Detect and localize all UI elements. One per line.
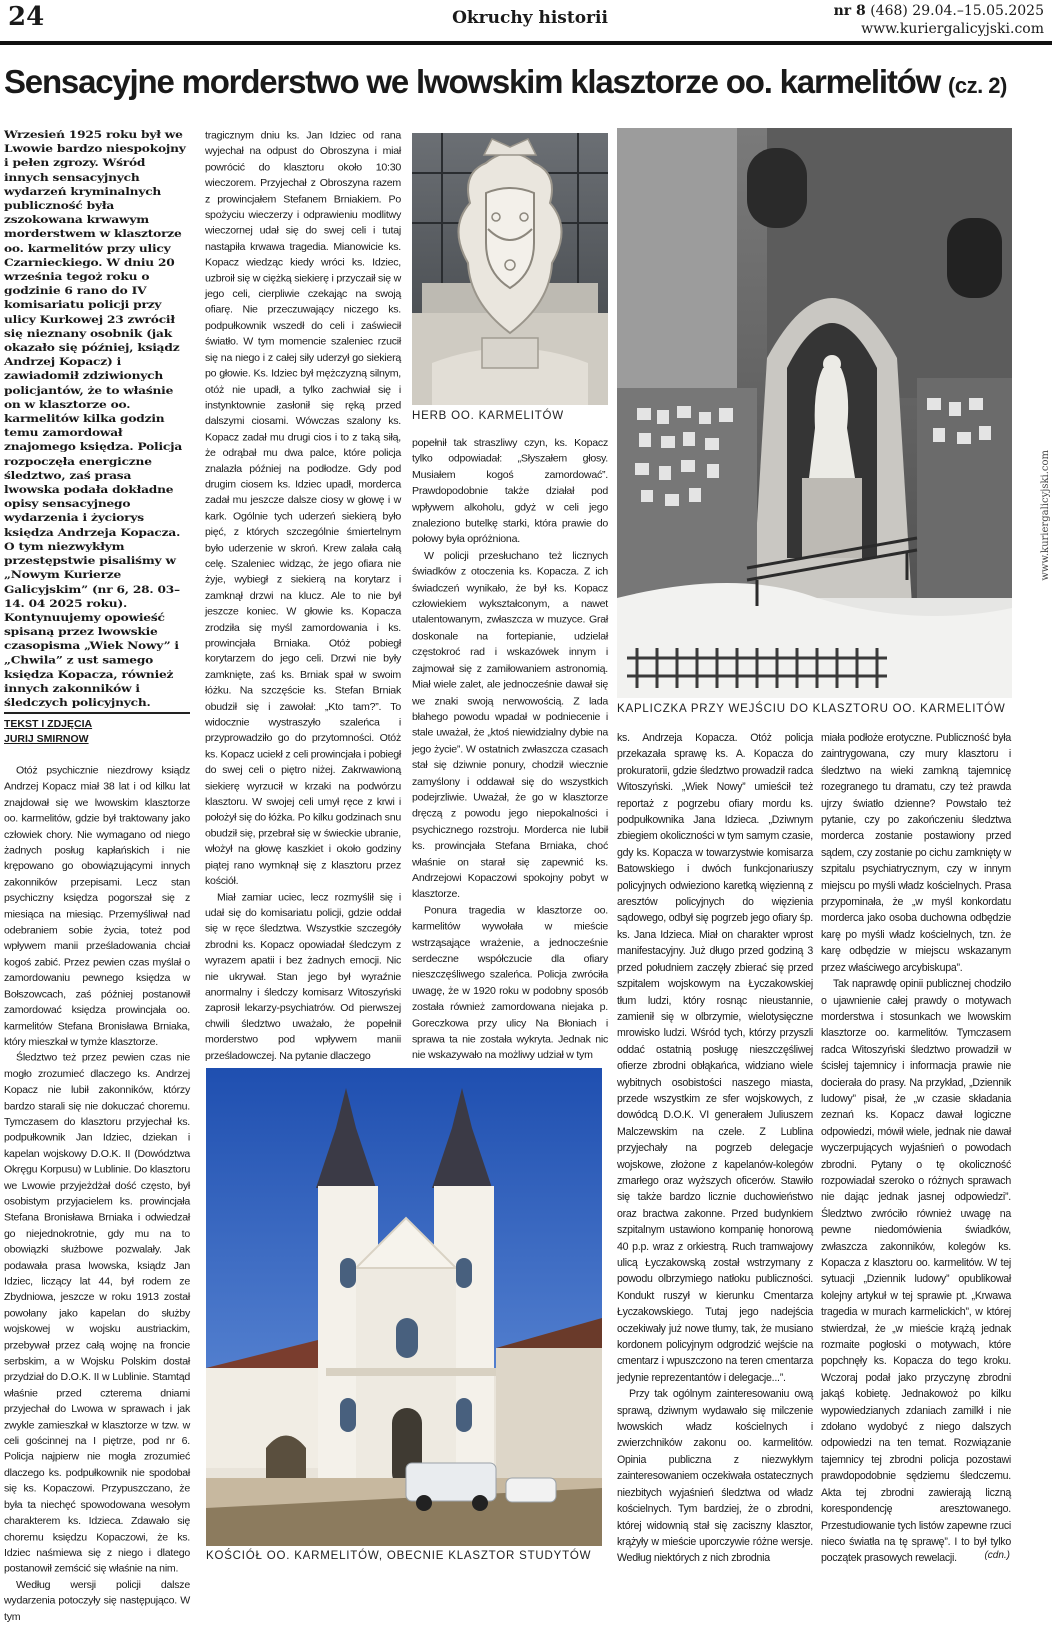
paragraph: Miał zamiar uciec, lecz rozmyślił się i udał się do komisariatu policji, gdzie oddał się w ręce śledztwa. Wszystkie szczegóły zbrodni ks. Kopacz opowiadał śledczym z wyrazem apatii i bez żadnych emocji. Nic nie ukrywał. Stan jego był wyraźnie anormalny i śledczy komisarz Witoszyński zaprosił lekarzy-psychiatrów. Od pierwszej chwili śledztwo uważało, że popełnił morderstwo pod wpływem manii prześladowczej. Na pytanie dlaczego bbox=[205, 891, 401, 1062]
issue-info bbox=[834, 2, 1044, 38]
chapel-photo bbox=[617, 128, 1012, 698]
church-caption: KOŚCIÓŁ OO. KARMELITÓW, OBECNIE KLASZTOR STUDYTÓW bbox=[206, 1550, 592, 1562]
herb-caption: HERB OO. KARMELITÓW bbox=[412, 410, 564, 422]
text-column-4 bbox=[617, 730, 813, 1567]
paragraph: ks. Andrzeja Kopacza. Otóż policja przekazała sprawę ks. A. Kopacza do prokuratorii, gdzie śledztwo prowadził radca Witoszyński. „Wiek Nowy” umieścił też reportaż z pogrzebu ofiary mordu ks. podpułkownika Jana Idzieca. „Dziwnym zbiegiem okoliczności w tym samym czasie, gdy ks. Kopacza w towarzystwie komisarza Batowskiego i dwóch funkcjonariuszy policyjnych odwieziono karetką więzienną z aresztów policyjnych do więzienia sądowego, odbył się pogrzeb jego ofiary śp. ks. Jana Idzieca. Miał on charakter wprost manifestacyjny. Już długo przed godziną 3 przed południem zaczęły zbierać się przed szpitalem wojskowym na Łyczakowskiej tłum ludzi, który rosnąc nieustannie, zamienił się w olbrzymie, wielotysięczne mrowisko ludzi. Wśród tych, którzy przyszli oddać ostatnią posługę nieszczęśliwej ofierze zbrodni obłąkańca, widziano wiele wybitnych osobistości naszego miasta, przede wszystkim ze sfer wojskowych, z dowódcą D.O.K. VI generałem Juliuszem Malczewskim na czele. Z Lublina przyjechały na pogrzeb delegacje wojskowe, złożone z kapelanów-kolegów zmarłego oraz wyższych oficerów. Stawiło się także bardzo licznie duchowieństwo oraz bractwa zakonne. Przed budynkiem szpitalnym ustawiono kompanię honorową 40 p.p. wraz z orkiestrą. Ruch tramwajowy ulicą Łyczakowską został wstrzymany z powodu olbrzymiego natłoku publiczności. Kondukt ruszył w kierunku Cmentarza Łyczakowskiego. Tutaj jego nadejścia oczekiwały już nowe tłumy, tak, że musiano kordonem policyjnym odgrodzić wejście na cmentarz i wpuszczono na teren cmentarza jedynie reprezentantów i delegacje...”. bbox=[617, 732, 813, 1384]
paragraph: W policji przesłuchano też licznych świadków z otoczenia ks. Kopacza. Z ich świadczeń wynikało, że był ks. Kopacz człowiekiem wykształconym, a nawet utalentowanym, zwłaszcza w muzyce. Grał doskonale na fortepianie, udzielał częstokroć rad i wskazówek innym i zajmował się z zamiłowaniem astronomią. Miał wiele zalet, ale jednocześnie dawał się we znaki swoją nerwowością. Z lada błahego powodu wpadał w podniecenie i stale uważał, że „ktoś niewidzialny dybie na jego życie”. W ostatnich zwłaszcza czasach stał się dziwnie ponury, chodził wiecznie zamyślony i oddawał się do wszystkich podejrzliwie. Uważał, że go w klasztorze dręczą z powodu jego niepokalności i psychicznego rozstroju. Morderca nie lubił ks. prowincjała Stefana Brniaka, choć właśnie on starał się zapewnić ks. Andrzejowi Kopaczowi spokojny pobyt w klasztorze. bbox=[412, 549, 608, 901]
side-url: www.kuriergalicyjski.com bbox=[1040, 450, 1051, 581]
website-link[interactable]: www.kuriergalicyjski.com bbox=[861, 21, 1044, 37]
header-divider bbox=[0, 41, 1052, 45]
paragraph: Śledztwo też przez pewien czas nie mogło zrozumieć dlaczego ks. Andrzej Kopacz nie lubił zakonników, którzy bardzo starali się nie dokuczać choremu. Tymczasem do klasztoru przyjechał ks. podpułkownik Jan Idziec, dziekan i kapelan wojskowy D.O.K. II (Dowództwa Okręgu Korpusu) w Lublinie. Do klasztoru we Lwowie przyjeżdżał dość często, był osobistym przyjacielem ks. prowincjała Stefana Bronisława Brniaka i odwiedzał go niejednokrotnie, gdy mu na to obowiązki służbowe pozwalały. Jak podawała prasa lwowska, ksiądz Jan Idziec, liczący lat 44, był rodem ze Zbydniowa, jeszcze w roku 1913 został powołany jako kapelan do służby wojskowej w wojsku austriackim, przebywał przez całą wojnę na froncie serbskim, a w Wojsku Polskim dostał przydział do D.O.K. II w Lublinie. Stamtąd właśnie przed czterema dniami przyjechał do Lwowa w sprawach i jak zwykle zamieszkał w klasztorze w tzw. w celi gościnnej na I piętrze, pod nr 6. Policja najpierw nie mogła zrozumieć dlaczego ks. podpułkownik nie spodobał się ks. Kopaczowi. Przypuszczano, że była ta niechęć spowodowana wesołym charakterem ks. Idzieca. Zdawało się choremu księdzu Kopaczowi, że ks. Idziec naśmiewa się z niego i dlatego postanowił zemścić się właśnie na nim. bbox=[4, 1052, 190, 1575]
paragraph: Ponura tragedia w klasztorze oo. karmelitów wywołała w mieście wstrząsające wrażenie, a jednocześnie serdeczne współczucie dla ofiary nieszczęśliwego szaleńca. Policja zwróciła uwagę, że w 1920 roku w podobny sposób została również zamordowana niejaka p. Goreczkowa przy ulicy Na Błoniach i sprawa ta nie została wykryta. Jednak nic nie wskazywało na możliwy udział w tym bbox=[412, 904, 608, 1062]
page-number: 24 bbox=[8, 2, 45, 32]
headline-part: (cz. 2) bbox=[948, 73, 1007, 98]
section-title: Okruchy historii bbox=[452, 8, 608, 28]
headline-title: Sensacyjne morderstwo we lwowskim klasztorze oo. karmelitów bbox=[4, 63, 941, 100]
text-column-2 bbox=[205, 128, 401, 1064]
text-column-1 bbox=[4, 763, 190, 1625]
paragraph: Tak naprawdę opinii publicznej chodziło o ujawnienie całej prawdy o motywach morderstwa i stosunkach we lwowskim klasztorze oo. karmelitów. Tymczasem radca Witoszyński śledztwo prowadził w ścisłej tajemnicy i informacja prawie nie docierała do prasy. Na przykład, „Dziennik ludowy” pisał, że „w czasie składania zeznań ks. Kopacz dawał logiczne odpowiedzi, mówił wiele, jednak nie dawał wyczerpujących wyjaśnień o powodach zbrodni. Pytany o tę okoliczność rozpowiadał szeroko o różnych sprawach nie dając jednak jasnej odpowiedzi”. Śledztwo zwróciło również uwagę na pewne niedomówienia świadków, zwłaszcza zakonników, kolegów ks. Kopacza z klasztoru oo. karmelitów. W tej sytuacji „Dziennik ludowy” opublikował kolejny artykuł w tej sprawie pt. „Krwawa tragedia w murach karmelickich”, w której stwierdzał, że „w mieście krążą jednak rozmaite pogłoski o motywach, które popchnęły ks. Kopacza do tego kroku. Wczoraj podał jako przyczynę zbrodni jakąś kobietę. Jednakowoż po kilku wypowiedzianych zdaniach zamilkł i nie zdołano wydobyć z niego dalszych odpowiedzi na ten temat. Rozwiązanie tajemnicy tej zbrodni policja pozostawi prawdopodobnie sędziemu śledczemu. Akta tej zbrodni zawierają liczną korespondencję aresztowanego. Przestudiowanie tych listów zapewne rzuci nieco światła na tę sprawę”. I to był tylko początek prasowych rewelacji. bbox=[821, 978, 1011, 1565]
paragraph: tragicznym dniu ks. Jan Idziec od rana wyjechał na odpust do Obroszyna i miał powrócić do klasztoru około 10:30 wieczorem. Przyjechał z Obroszyna razem z prowincjałem Stefanem Brniakiem. Po spożyciu wieczerzy i odprawieniu modlitwy wieczornej udał się do swej celi i tutaj nastąpiła krwawa tragedia. Mianowicie ks. Kopacz wiedząc kiedy wróci ks. Idziec, uzbroił się w ciężką siekierę i przyczaił się w jego celi, cierpliwie czekając na swoją ofiarę. Nie przeczuwający niczego ks. podpułkownik wszedł do celi i zaświecił światło. W tym momencie szaleniec rzucił się na niego i z całej siły uderzył go siekierą po głowie. Ks. Idziec był mężczyzną silnym, otóż nie upadł, a tylko zachwiał się i instynktownie zasłonił się ręką przed dalszymi ciosami. Wówczas szalony ks. Kopacz zadał mu drugi cios i to z taką siłą, że odrąbał mu dwa palce, które policja znalazła później na podłodze. Gdy pod drugim ciosem ks. Idziec upadł, morderca zadał mu jeszcze dalsze ciosy w głowę i w kark. Ogólnie tych uderzeń siekierą było pięć, z których szczególnie śmiertelnym było uderzenie w skroń. Krew zalała całą celę. Szaleniec widząc, że jego ofiara nie żyje, wybiegł z siekierą na korytarz i zamknął drzwi na klucz. Ale to nie był jeszcze koniec. W głowie ks. Kopacza zrodziła się myśl zamordowania i ks. prowincjała Brniaka. Otóż pobiegł korytarzem do jego celi. Drzwi nie były zamknięte, zaś ks. Brniak spał w swoim łóżku. Na szczęście ks. Stefan Brniak obudził się i zawołał: „Kto tam?”. To widocznie wystraszyło szaleńca i przyprowadziło go do przytomności. Otóż ks. Kopacz uciekł z celi prowincjała i pobiegł do swej celi o piętro niżej. Zakrwawioną siekierę wyrzucił w krzaki na podwórzu klasztoru. W swojej celi umył ręce z krwi i położył się do łóżka. Po kilku godzinach snu obudził się, przebrał się w świeckie ubranie, włożył na głowę kaszkiet i około godziny piątej rano wymknął się z klasztoru przez kościół. bbox=[205, 129, 401, 888]
church-photo bbox=[206, 1068, 602, 1546]
article-headline bbox=[4, 63, 1049, 101]
text-column-5 bbox=[821, 730, 1011, 1567]
issue-dates: (468) 29.04.–15.05.2025 bbox=[865, 3, 1044, 19]
article-lead: Wrzesień 1925 roku był we Lwowie bardzo niespokojny i pełen zgrozy. Wśród innych sensacyjnych wydarzeń kryminalnych publiczność była zszokowana krwawym morderstwem w klasztorze oo. karmelitów przy ulicy Czarnieckiego. W dniu 20 września tegoż roku o godzinie 6 rano do IV komisariatu policji przy ulicy Kurkowej 23 zwrócił się nieznany osobnik (jak okazało się później, ksiądz Andrzej Kopacz) i zawiadomił zdziwionych policjantów, że to właśnie on w klasztorze oo. karmelitów kilka godzin temu zamordował znajomego księdza. Policja rozpoczęła energiczne śledztwo, zaś prasa lwowska podała dokładne opisy sensacyjnego wydarzenia i życiorys księdza Andrzeja Kopacza. O tym niezwykłym przestępstwie pisaliśmy w „Nowym Kurierze Galicyjskim” (nr 6, 28. 03–14. 04 2025 roku). Kontynuujemy opowieść spisaną przez lwowskie czasopisma „Wiek Nowy” i „Chwila” z ust samego księdza Kopacza, również innych zakonników i śledczych policyjnych. bbox=[4, 128, 186, 709]
paragraph: Otóż psychicznie niezdrowy ksiądz Andrzej Kopacz miał 38 lat i od kilku lat znajdował się we lwowskim klasztorze oo. karmelitów, gdzie był traktowany jako człowiek chory. Nie wymagano od niego żadnych posług kapłańskich i nie krępowano go obowiązującymi innych zakonników przepisami. Lecz stan psychiczny księdza pogorszał się z miesiąca na miesiąc. Przemyśliwał nad odebraniem sobie życia, toteż pod wpływem manii prześladowania chciał kogoś zabić. Przez pewien czas myślał o zamordowaniu pewnego księdza w Bołszowcach, zaś później postanowił zamordować księdza prowincjała oo. karmelitów Stefana Bronisława Brniaka, który mieszkał w tymże klasztorze. bbox=[4, 764, 190, 1048]
paragraph: Przy tak ogólnym zainteresowaniu ową sprawą, dziwnym wydawało się milczenie lwowskich władz kościelnych i zwierzchników zakonu oo. karmelitów. Opinia publiczna z niezwykłym zainteresowaniem oczekiwała ostatecznych niezbitych wyjaśnień śledztwa od władz kościelnych. Tym bardziej, że o zbrodni, której widownią stał się zaciszny klasztor, krążyły w mieście uporczywie różne wersje. Według niektórych z nich zbrodnia bbox=[617, 1388, 813, 1565]
byline-author: JURIJ SMIRNOW bbox=[4, 733, 89, 745]
chapel-caption: KAPLICZKA PRZY WEJŚCIU DO KLASZTORU OO. KARMELITÓW bbox=[617, 703, 1006, 715]
herb-photo bbox=[412, 133, 608, 405]
byline bbox=[4, 717, 190, 747]
byline-divider bbox=[4, 712, 190, 714]
paragraph: popełnił tak straszliwy czyn, ks. Kopacz tylko odpowiadał: „Słyszałem głosy. Musiałem kogoś zamordować”. Prawdopodobnie także działał pod wpływem alkoholu, gdyż w celi jego znaleziono butelkę starki, która prawie do połowy była opróżniona. bbox=[412, 436, 608, 546]
continuation-mark: (cdn.) bbox=[984, 1550, 1010, 1561]
issue-number: nr 8 bbox=[833, 3, 866, 19]
paragraph: miała podłoże erotyczne. Publiczność była zaintrygowana, czy mury klasztoru i śledztwo na wieki zamkną tajemnicę rozegranego tu dramatu, czy też prawda ujrzy światło dzienne? Powstało też pytanie, czy po zakończeniu śledztwa morderca zostanie postawiony przed sądem, czy zostanie po cichu zamknięty w szpitalu psychiatrycznym, czy w innym miejscu po myśli władz kościelnych. Prasa przypominała, że „w myśl konkordatu morderca jako osoba duchowna odbędzie karę po myśli władz kościelnych, tzn. że karę odbędzie w miejscu wskazanym przez właściwego arcybiskupa”. bbox=[821, 732, 1011, 974]
paragraph: Według wersji policji dalsze wydarzenia potoczyły się następująco. W tym bbox=[4, 1578, 190, 1623]
byline-label: TEKST I ZDJĘCIA bbox=[4, 718, 93, 730]
text-column-3 bbox=[412, 435, 608, 1064]
